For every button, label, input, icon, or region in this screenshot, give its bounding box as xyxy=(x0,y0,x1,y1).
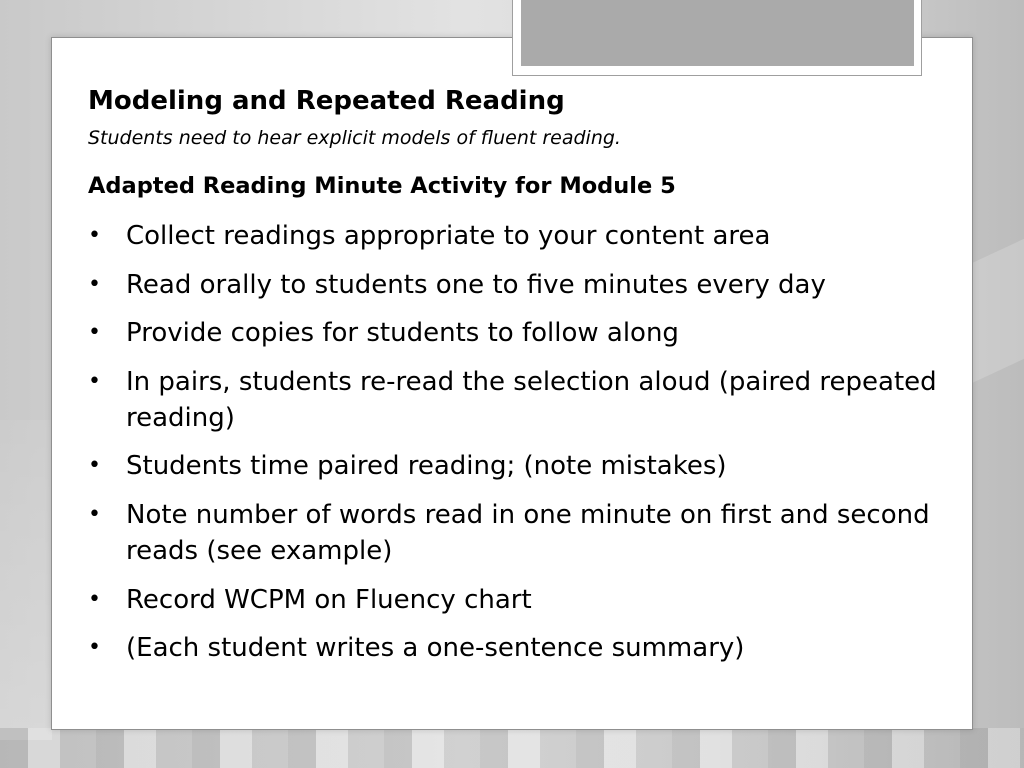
bullet-icon: • xyxy=(88,453,101,479)
section-heading: Adapted Reading Minute Activity for Module 5 xyxy=(88,173,676,199)
background-left-panel xyxy=(0,420,52,740)
bullet-icon: • xyxy=(88,320,101,346)
bullet-list xyxy=(88,218,948,679)
title-tab-placeholder xyxy=(521,0,914,66)
bullet-icon: • xyxy=(88,635,101,661)
bullet-text: Note number of words read in one minute on first and second reads (see example) xyxy=(126,499,930,566)
bullet-text: In pairs, students re-read the selection aloud (paired repeated reading) xyxy=(126,366,937,433)
bullet-text: Record WCPM on Fluency chart xyxy=(126,584,532,615)
list-item xyxy=(88,267,948,303)
list-item xyxy=(88,218,948,254)
list-item xyxy=(88,582,948,618)
bullet-icon: • xyxy=(88,368,101,394)
bullet-text: Read orally to students one to five minutes every day xyxy=(126,269,826,300)
bullet-icon: • xyxy=(88,586,101,612)
slide-subtitle: Students need to hear explicit models of fluent reading. xyxy=(88,127,621,149)
list-item xyxy=(88,630,948,666)
list-item xyxy=(88,364,948,436)
list-item xyxy=(88,448,948,484)
list-item xyxy=(88,497,948,569)
bullet-text: Provide copies for students to follow along xyxy=(126,318,679,349)
slide-title: Modeling and Repeated Reading xyxy=(88,86,565,116)
background-bars xyxy=(0,728,1024,768)
list-item xyxy=(88,315,948,351)
bullet-text: Students time paired reading; (note mistakes) xyxy=(126,451,727,482)
bullet-text: Collect readings appropriate to your content area xyxy=(126,221,771,251)
bullet-icon: • xyxy=(88,501,101,527)
bullet-text: (Each student writes a one-sentence summary) xyxy=(126,633,745,664)
bullet-icon: • xyxy=(88,223,101,248)
bullet-icon: • xyxy=(88,271,101,297)
